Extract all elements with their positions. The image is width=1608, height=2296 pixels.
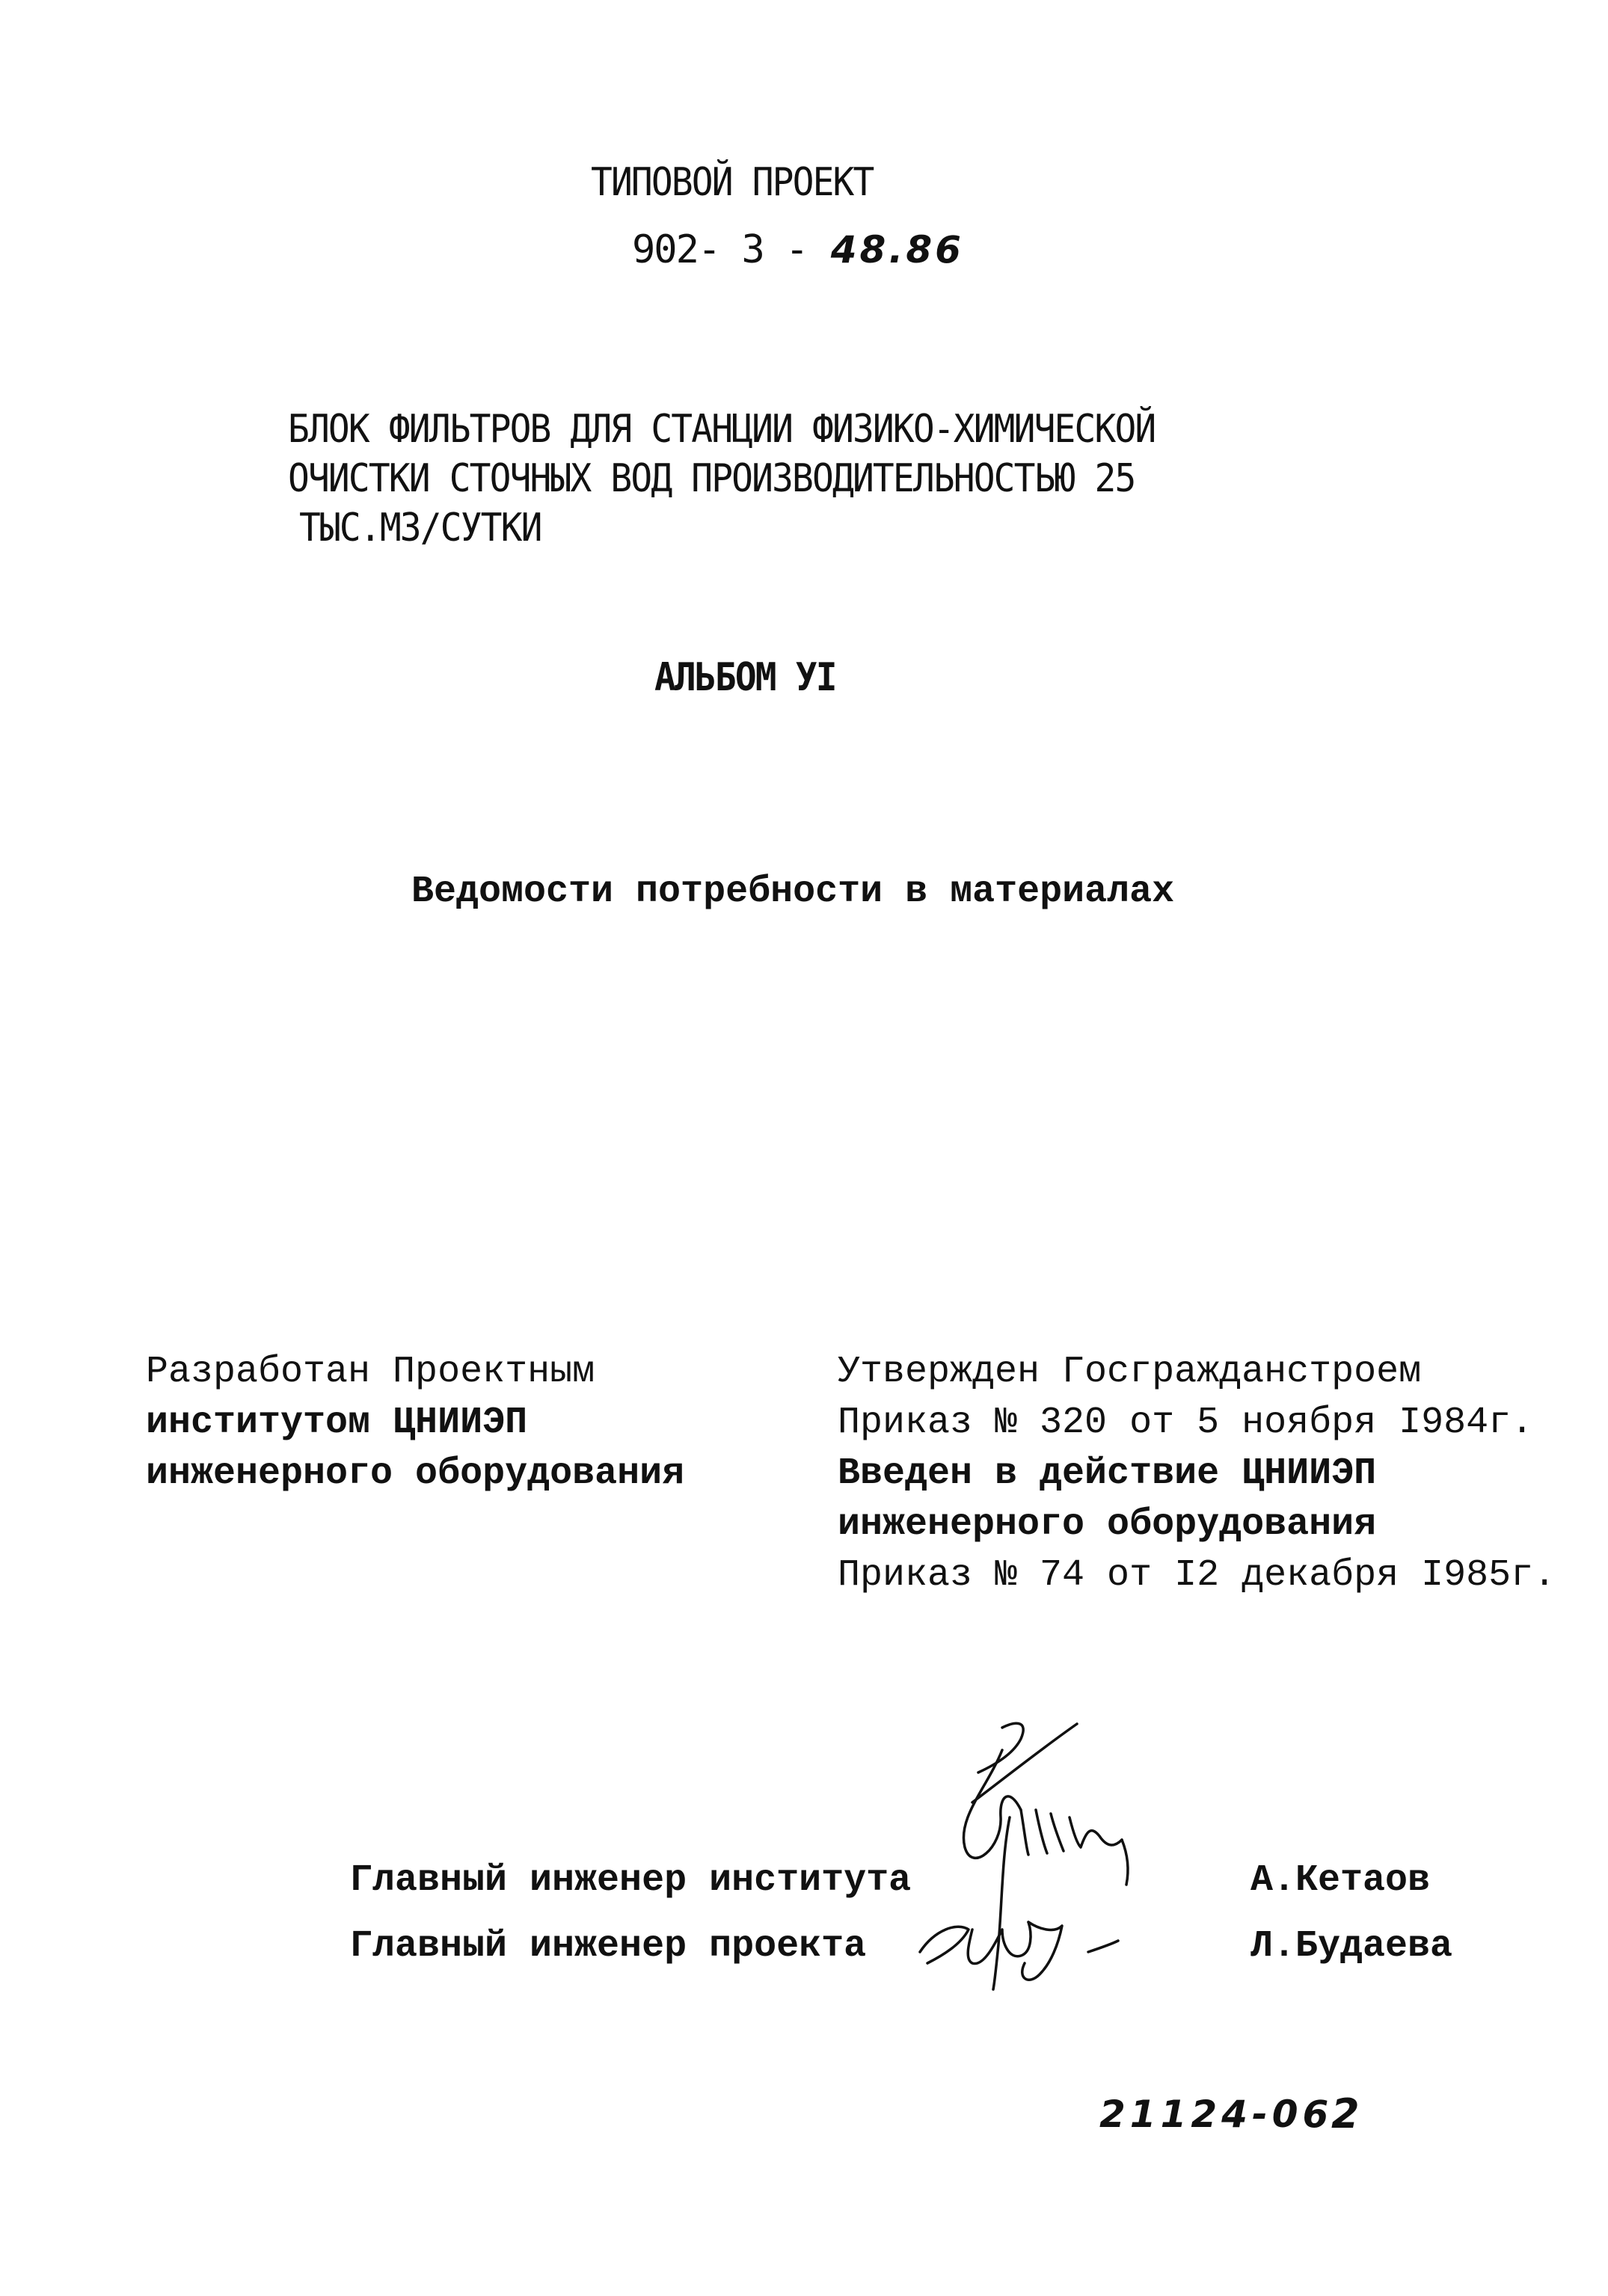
title-line-1: БЛОК ФИЛЬТРОВ ДЛЯ СТАНЦИИ ФИЗИКО-ХИМИЧЕСКОЙ	[288, 407, 1156, 452]
signature-stroke	[972, 1724, 1077, 1802]
signature-stroke	[978, 1723, 1023, 1772]
project-number-handwritten: 48.86	[830, 228, 964, 271]
project-type-label: ТИПОВОЙ ПРОЕКТ	[591, 160, 874, 205]
signatory-role-2: Главный инженер проекта	[350, 1925, 867, 1968]
document-code: 21124-06	[1099, 2093, 1334, 2136]
approval-line-1: Утвержден Госгражданстроем	[838, 1351, 1422, 1393]
album-label: АЛЬБОМ УI	[654, 655, 836, 700]
project-number-printed: 902- 3 -	[632, 227, 808, 272]
signatory-role-1: Главный инженер института	[350, 1859, 912, 1902]
signature-stroke	[920, 1927, 969, 1963]
signature-stroke	[1088, 1941, 1118, 1952]
developer-line-1: Разработан Проектным	[146, 1351, 595, 1393]
developer-line-2: институтом ЦНИИЭП	[146, 1402, 528, 1444]
signatory-name-1: А.Кетаов	[1251, 1859, 1431, 1902]
developer-line-3: инженерного оборудования	[146, 1452, 685, 1495]
handwritten-signatures	[890, 1705, 1204, 2019]
document-subtitle: Ведомости потребности в материалах	[411, 871, 1175, 913]
approval-line-2: Приказ № 320 от 5 ноября I984г.	[838, 1402, 1534, 1444]
project-number	[632, 227, 964, 272]
signature-stroke	[1122, 1840, 1128, 1885]
title-line-3: ТЫС.М3/СУТКИ	[299, 506, 541, 550]
approval-line-3: Введен в действие ЦНИИЭП	[838, 1452, 1377, 1495]
signature-stroke	[1021, 1810, 1122, 1855]
approval-line-4: инженерного оборудования	[838, 1503, 1377, 1546]
approval-line-5: Приказ № 74 от I2 декабря I985г.	[838, 1554, 1556, 1597]
title-line-2: ОЧИСТКИ СТОЧНЫХ ВОД ПРОИЗВОДИТЕЛЬНОСТЬЮ 25	[288, 456, 1135, 501]
page-number: 2	[1331, 2090, 1360, 2137]
signatory-name-2: Л.Будаева	[1251, 1925, 1453, 1968]
